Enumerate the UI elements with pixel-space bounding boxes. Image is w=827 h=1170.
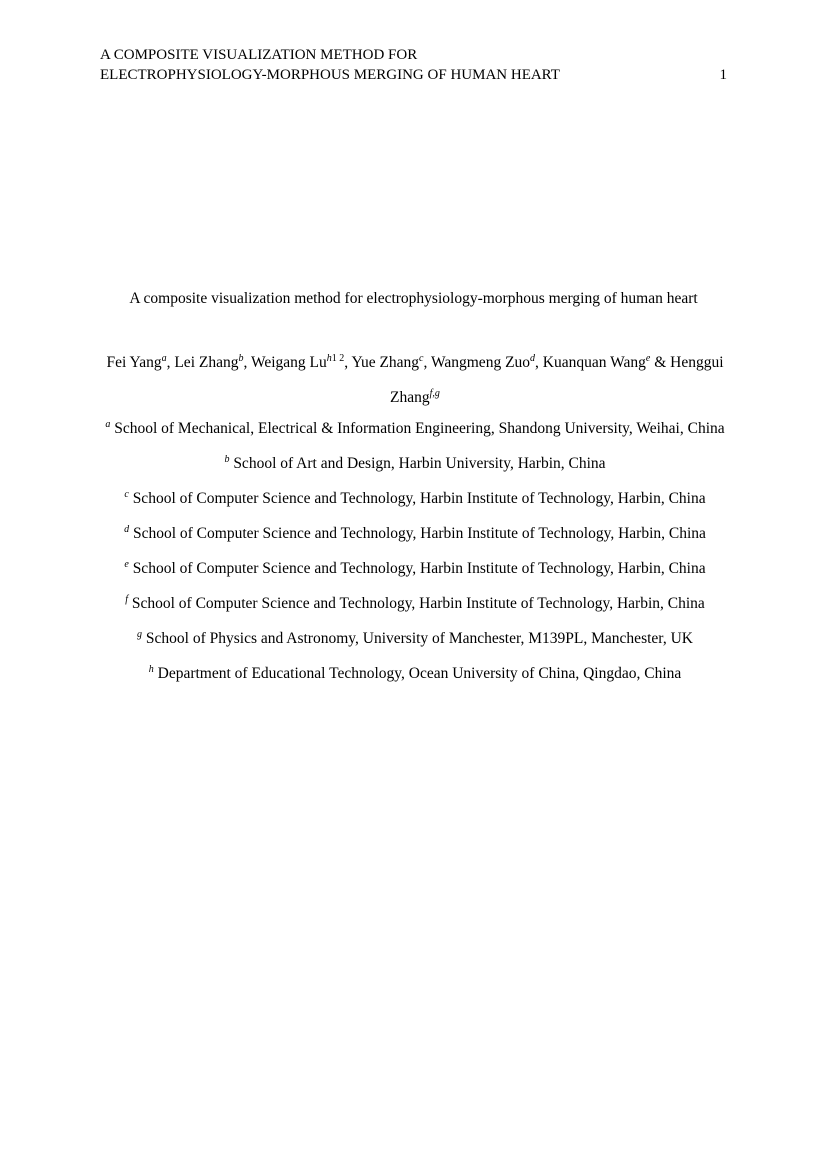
paper-title: A composite visualization method for electrophysiology-morphous merging of human heart — [129, 290, 698, 307]
author: Kuanquan Wang$^e$ & — [542, 353, 671, 371]
affiliation: $^a$ School of Mechanical, Electrical & Information Engineering, Shandong University, Weihai, China — [105, 419, 725, 437]
author: Weigang $Lu^{h1 2}$, — [250, 353, 352, 371]
author-affil-marker: e — [645, 353, 651, 364]
author-affil-marker: f,g — [429, 388, 440, 399]
author: Yue Zhang$^c$, — [351, 353, 431, 371]
running-head-line-1: A COMPOSITE VISUALIZATION METHOD FOR — [100, 47, 418, 63]
page-number: 1 — [719, 67, 727, 83]
affiliation: $^h$ Department of Educational Technology, Ocean University of China, Qingdao, China — [148, 664, 682, 682]
author: Fei Yang$^a$, — [106, 353, 175, 371]
author: Lei Zhang$^b$, — [174, 353, 251, 371]
author: Henggui Zhang$^{f,g}$ — [390, 354, 724, 406]
running-head-line-2: ELECTROPHYSIOLOGY-MORPHOUS MERGING OF HUMAN HEART — [100, 67, 560, 83]
affiliation: $^b$ School of Art and Design, Harbin University, Harbin, China — [224, 454, 606, 472]
affiliation: $^f$ School of Computer Science and Technology, Harbin Institute of Technology, Harbin, China — [125, 594, 705, 612]
author-affil-marker: h — [326, 353, 332, 364]
author-affil-marker: b — [238, 353, 244, 364]
author: Wangmeng Zuo$^d$, — [430, 353, 543, 371]
author-affil-marker: c — [419, 353, 424, 364]
affiliation: $^g$ School of Physics and Astronomy, University of Manchester, M139PL, Manchester, UK — [137, 629, 693, 647]
affiliation: $^d$ School of Computer Science and Technology, Harbin Institute of Technology, Harbin, China — [124, 524, 706, 542]
author-affil-marker: d — [530, 353, 536, 364]
author-affil-marker: a — [161, 353, 167, 364]
running-head — [100, 45, 727, 85]
affiliation-list — [95, 412, 735, 692]
author-list — [95, 346, 735, 416]
affiliation: $^c$ School of Computer Science and Technology, Harbin Institute of Technology, Harbin, China — [124, 489, 706, 507]
author-footnote-marker: 1 2 — [331, 353, 345, 364]
affiliation: $^e$ School of Computer Science and Technology, Harbin Institute of Technology, Harbin, China — [124, 559, 706, 577]
